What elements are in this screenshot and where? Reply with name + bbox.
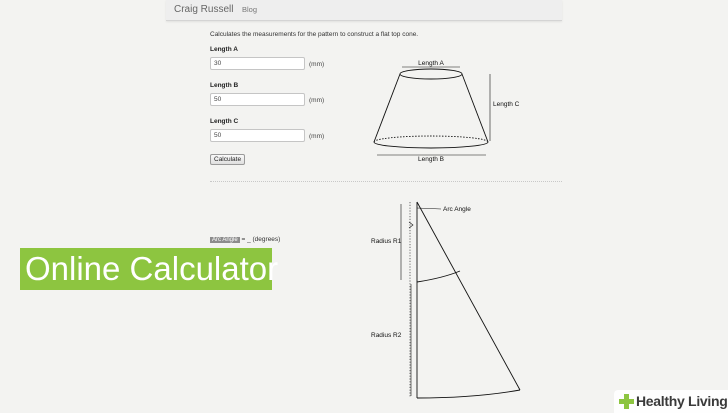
cross-plus-icon: [618, 393, 635, 410]
length-b-diagram-label: Length B: [417, 156, 445, 163]
pattern-diagram: [401, 202, 520, 398]
radius-r1-label: Radius R1: [371, 238, 402, 245]
length-a-unit: (mm): [309, 61, 325, 68]
site-brand[interactable]: Craig Russell: [174, 4, 234, 15]
length-c-label: Length C: [210, 118, 239, 125]
online-calculator-banner: Online Calculator: [20, 248, 272, 290]
watermark-text: Healthy Living: [636, 393, 728, 409]
arc-angle-badge: Arc Angle: [212, 237, 238, 243]
calculate-button[interactable]: Calculate: [210, 154, 245, 165]
length-b-label: Length B: [210, 82, 239, 89]
nav-link-blog[interactable]: Blog: [242, 5, 258, 14]
length-b-unit: (mm): [309, 97, 325, 104]
arc-angle-diagram-label: Arc Angle: [443, 206, 471, 213]
arc-angle-value: = _ (degrees): [239, 236, 281, 243]
length-c-unit: (mm): [309, 133, 325, 140]
cone-diagram: [374, 67, 490, 155]
length-c-diagram-label: Length C: [493, 101, 520, 108]
healthy-living-watermark: [614, 390, 728, 413]
length-a-label: Length A: [210, 46, 238, 53]
calculator-intro: Calculates the measurements for the pattern to construct a flat top cone.: [210, 31, 419, 38]
radius-r2-label: Radius R2: [371, 332, 402, 339]
length-a-diagram-label: Length A: [418, 60, 444, 67]
